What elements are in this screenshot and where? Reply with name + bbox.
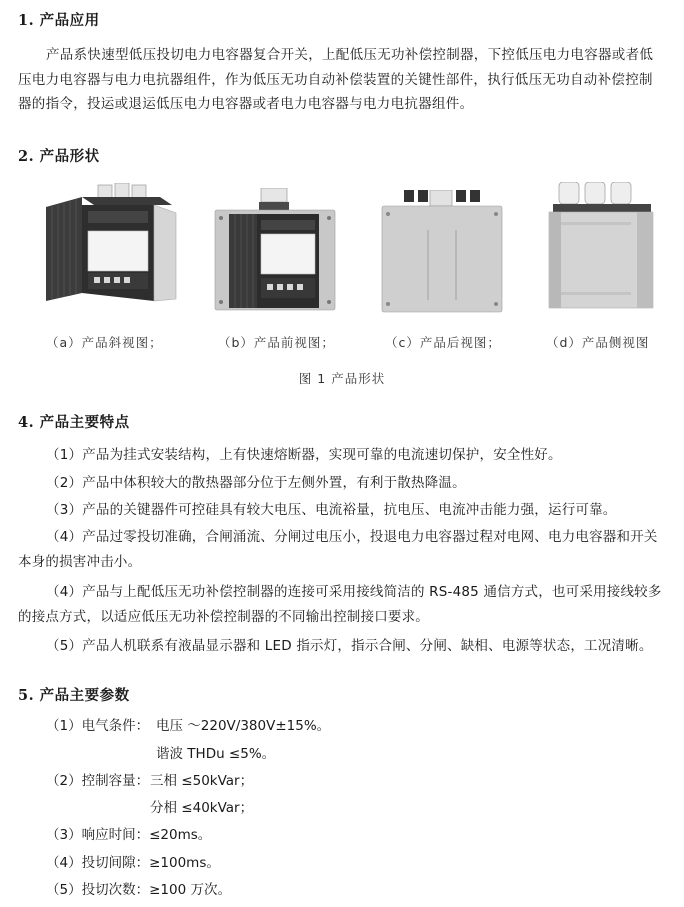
caption-oblique-view: （a）产品斜视图； xyxy=(46,335,163,350)
feature-item: （2）产品中体积较大的散热器部分位于左侧外置，有利于散热降温。 xyxy=(46,475,466,491)
feature-item: （4）产品过零投切准确，合闸涌流、分闸过电压小，投退电力电容器过程对电网、电力电容器和开关本身的损害冲击小。 xyxy=(18,529,658,570)
param-voltage: 电压 ～220V/380V±15%。 xyxy=(156,718,331,734)
section-heading-shape: 2. 产品形状 xyxy=(18,148,100,165)
param-switch-count: （5）投切次数：≥100 万次。 xyxy=(46,882,231,898)
caption-rear-view: （c）产品后视图； xyxy=(385,335,501,350)
section-heading-parameters: 5. 产品主要参数 xyxy=(18,687,130,704)
product-side-view-image xyxy=(545,182,655,314)
figure-caption: 图 1 产品形状 xyxy=(298,371,386,386)
param-switch-interval: （4）投切间隙：≥100ms。 xyxy=(46,855,220,871)
param-three-phase: 三相 ≤50kVar； xyxy=(150,773,254,789)
application-paragraph: 产品系快速型低压投切电力电容器复合开关，上配低压无功补偿控制器，下控低压电力电容器或者低压电力电容器与电力电抗器组件，作为低压无功自动补偿装置的关键性部件，执行低压无功自动补偿控制器的指令，投运或退运低压电力电容器或者电力电容器与电力电抗器组件。 xyxy=(18,47,654,112)
param-response-time: （3）响应时间：≤20ms。 xyxy=(46,827,212,843)
product-oblique-view-image xyxy=(42,183,182,313)
feature-item: （4）产品与上配低压无功补偿控制器的连接可采用接线简洁的 RS-485 通信方式，也可采用接线较多的接点方式，以适应低压无功补偿控制器的不同输出控制接口要求。 xyxy=(18,584,662,625)
product-front-view-image xyxy=(213,188,337,316)
caption-front-view: （b）产品前视图； xyxy=(218,335,335,350)
caption-side-view: （d）产品侧视图 xyxy=(546,335,650,350)
param-harmonic: 谐波 THDu ≤5%。 xyxy=(156,746,276,762)
feature-item: （5）产品人机联系有液晶显示器和 LED 指示灯，指示合闸、分闸、缺相、电源等状态，工况清晰。 xyxy=(46,638,653,654)
section-heading-features: 4. 产品主要特点 xyxy=(18,414,130,431)
param-split-phase: 分相 ≤40kVar； xyxy=(150,800,254,816)
feature-item: （3）产品的关键器件可控硅具有较大电压、电流裕量，抗电压、电流冲击能力强，运行可靠。 xyxy=(46,502,617,518)
section-heading-application: 1. 产品应用 xyxy=(18,12,100,29)
param-capacity-label: （2）控制容量： xyxy=(46,773,150,789)
feature-item: （1）产品为挂式安装结构，上有快速熔断器，实现可靠的电流速切保护，安全性好。 xyxy=(46,447,562,463)
param-electrical-label: （1）电气条件： xyxy=(46,718,150,734)
product-rear-view-image xyxy=(380,190,504,316)
